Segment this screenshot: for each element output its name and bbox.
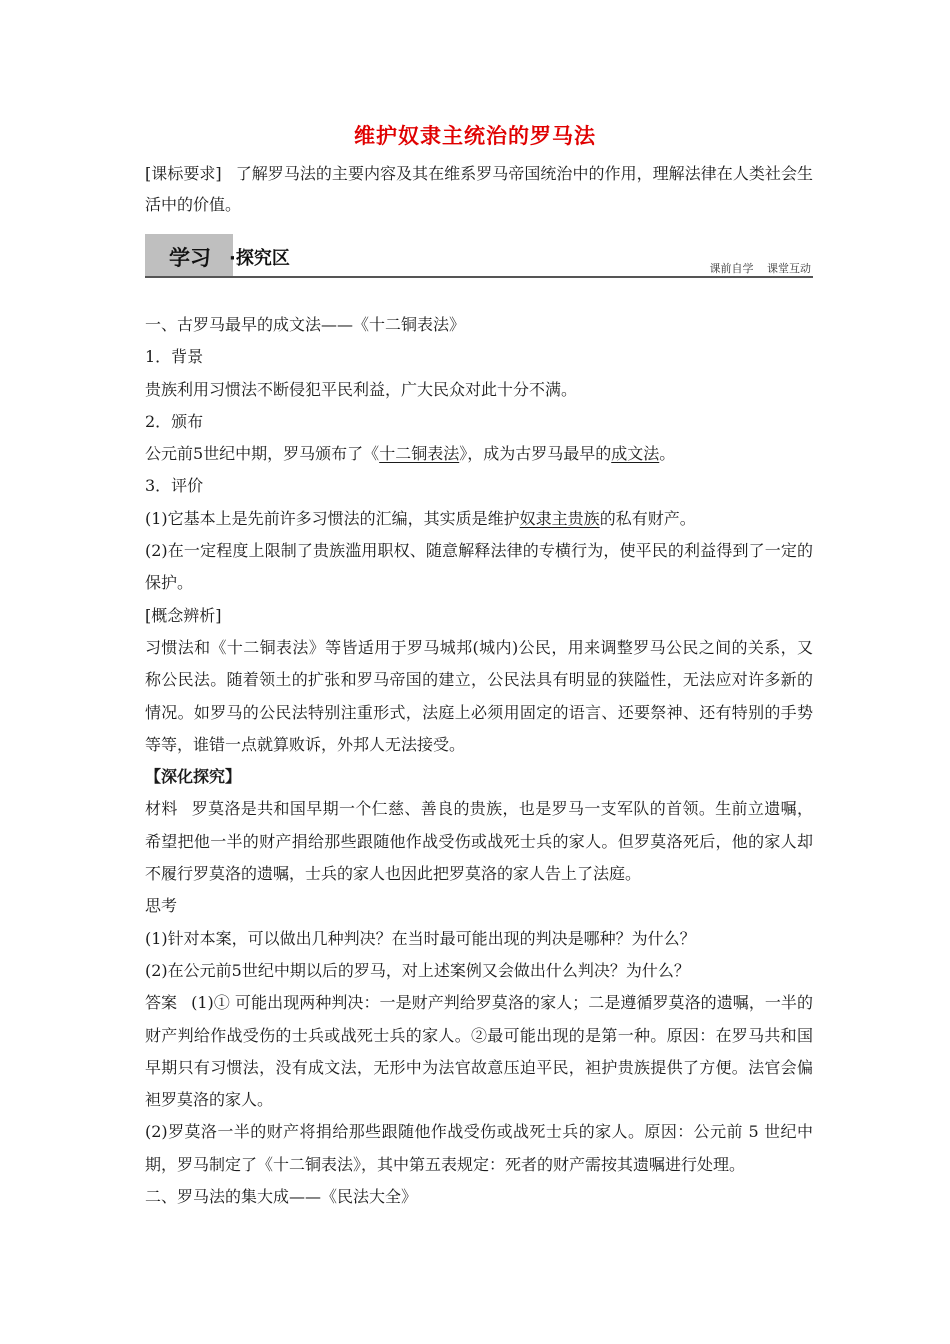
material-text: 罗莫洛是共和国早期一个仁慈、善良的贵族，也是罗马一支军队的首领。生前立遗嘱，希望把他一半的财产捐给那些跟随他作战受伤或战死士兵的家人。但罗莫洛死后，他的家人却不履行罗莫洛的遗嘱，士兵的家人也因此把罗莫洛的家人告上了法庭。	[145, 799, 813, 884]
banner-title: 学习	[169, 246, 211, 270]
answer-paragraph	[145, 987, 813, 1116]
main-content	[145, 309, 813, 1213]
banner-rule	[145, 276, 813, 278]
answer-label: 答案	[145, 993, 178, 1013]
evaluation-1	[145, 503, 813, 535]
question-2: (2)在公元前5世纪中期以后的罗马，对上述案例又会做出什么判决？为什么？	[145, 960, 690, 980]
evaluation-heading: 3．评价	[145, 476, 204, 496]
section2-heading: 二、罗马法的集大成——《民法大全》	[145, 1187, 418, 1207]
underlined-term: 成文法	[611, 444, 660, 464]
answer-1: (1)① 可能出现两种判决：一是财产判给罗莫洛的家人；二是遵循罗莫洛的遗嘱，一半的财产判给作战受伤的士兵或战死士兵的家人。②最可能出现的是第一种。原因：在罗马共和国早期只有习惯法，没有成文法，无形中为法官故意压迫平民，袒护贵族提供了方便。法官会偏袒罗莫洛的家人。	[145, 993, 813, 1110]
question-1: (1)针对本案，可以做出几种判决？在当时最可能出现的判决是哪种？为什么？	[145, 928, 696, 948]
background-text: 贵族利用习惯法不断侵犯平民利益，广大民众对此十分不满。	[145, 379, 578, 399]
banner-right-label: 课前自学 课堂互动	[709, 262, 811, 275]
material-label: 材料	[145, 799, 178, 819]
concept-text: 习惯法和《十二铜表法》等皆适用于罗马城邦(城内)公民，用来调整罗马公民之间的关系，又称公民法。随着领土的扩张和罗马帝国的建立，公民法具有明显的狭隘性，无法应对许多新的情况。如罗马的公民法特别注重形式，法庭上必须用固定的语言、还要祭神、还有特别的手势等等，谁错一点就算败诉，外邦人无法接受。	[145, 637, 813, 754]
promulgate-text	[145, 438, 813, 470]
section-banner	[145, 234, 813, 280]
requirement-text: 了解罗马法的主要内容及其在维系罗马帝国统治中的作用，理解法律在人类社会生活中的价值。	[145, 164, 813, 214]
underlined-term: 十二铜表法	[379, 444, 460, 464]
answer-2: (2)罗莫洛一半的财产将捐给那些跟随他作战受伤或战死士兵的家人。原因：公元前 5 世纪中期，罗马制定了《十二铜表法》，其中第五表规定：死者的财产需按其遗嘱进行处理。	[145, 1122, 813, 1174]
evaluation-2: (2)在一定程度上限制了贵族滥用职权、随意解释法律的专横行为，使平民的利益得到了一定的保护。	[145, 541, 813, 593]
page-title: 维护奴隶主统治的罗马法	[354, 124, 596, 148]
section1-heading: 一、古罗马最早的成文法——《十二铜表法》	[145, 315, 466, 334]
text-run: (1)它基本上是先前许多习惯法的汇编，其实质是维护	[145, 508, 520, 528]
think-heading: 思考	[145, 896, 178, 916]
concept-heading: [概念辨析]	[145, 605, 222, 625]
deep-inquiry-heading: 【深化探究】	[145, 767, 242, 787]
underlined-term: 奴隶主贵族	[519, 508, 600, 528]
promulgate-heading: 2．颁布	[145, 411, 204, 431]
material-paragraph	[145, 793, 813, 890]
requirement-tag: [课标要求]	[145, 164, 222, 183]
text-run: 》，成为古罗马最早的	[459, 444, 612, 464]
text-run: 公元前5世纪中期，罗马颁布了《	[145, 444, 380, 464]
text-run: 。	[659, 444, 676, 464]
text-run: 的私有财产。	[599, 508, 696, 528]
background-heading: 1．背景	[145, 347, 204, 367]
curriculum-requirement	[145, 158, 813, 220]
banner-subtitle: ·探究区	[229, 248, 290, 269]
